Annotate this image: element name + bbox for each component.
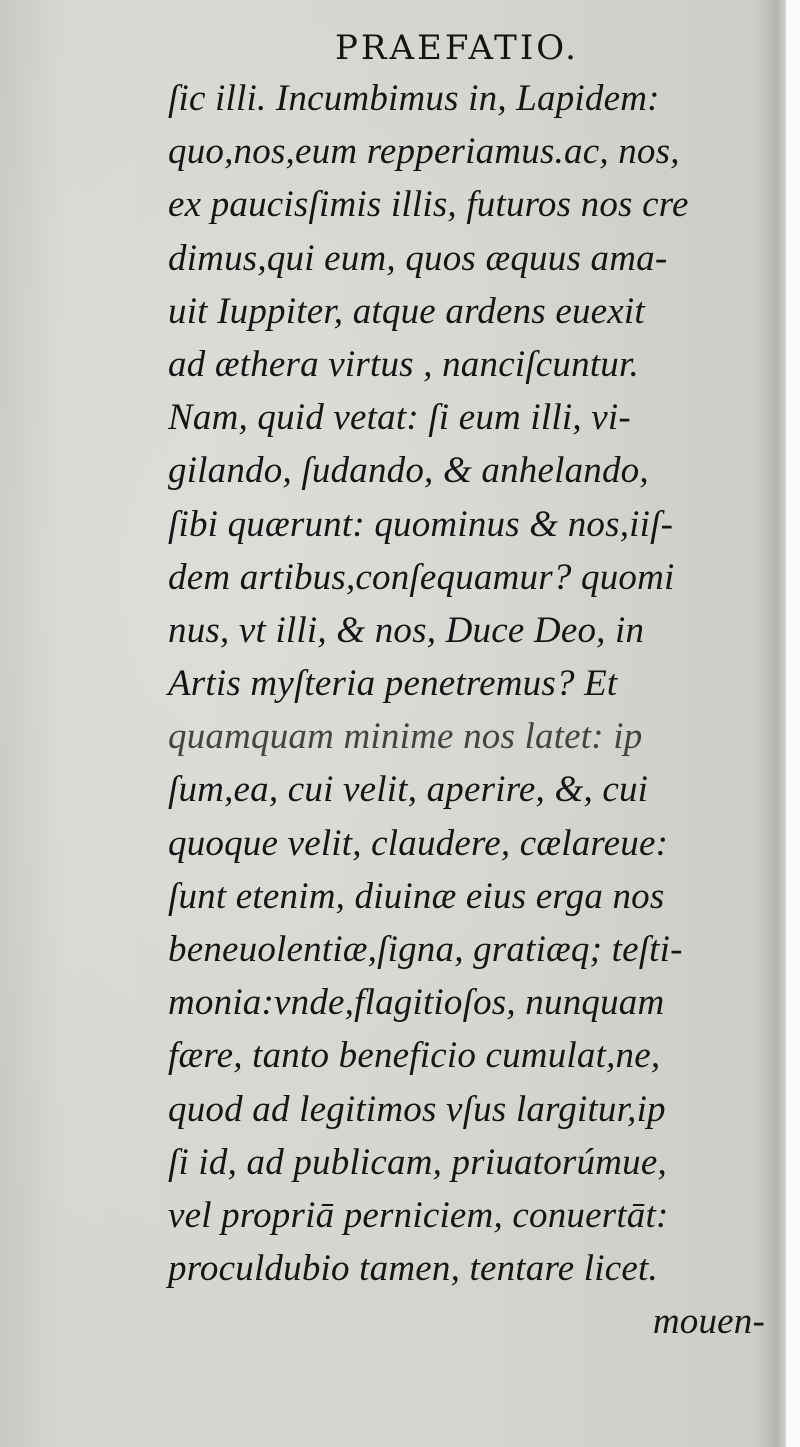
text-line: gilando, ſudando, & anhelando, — [168, 450, 649, 492]
text-line: quamquam minime nos latet: ip — [168, 716, 643, 758]
text-line: quo,nos,eum repperiamus.ac, nos, — [168, 131, 680, 173]
catchword: mouen- — [652, 1301, 765, 1343]
text-line: quoque velit, claudere, cælareue: — [168, 822, 669, 864]
body-text — [168, 72, 773, 1349]
page-right-margin — [786, 0, 800, 1447]
text-line: uit Iuppiter, atque ardens euexit — [168, 290, 645, 332]
text-line: beneuolentiæ,ſigna, gratiæq; teſti- — [168, 929, 683, 970]
text-line: quod ad legitimos vſus largitur,ip — [168, 1088, 666, 1130]
text-line: fære, tanto beneficio cumulat,ne, — [168, 1035, 661, 1077]
text-line: nus, vt illi, & nos, Duce Deo, in — [168, 609, 645, 651]
text-line: ad æthera virtus , nanciſcuntur. — [168, 343, 639, 385]
text-line: Artis myſteria penetremus? Et — [168, 663, 618, 705]
text-line: monia:vnde,flagitioſos, nunquam — [168, 982, 665, 1024]
text-line: proculdubio tamen, tentare licet. — [168, 1248, 658, 1290]
text-line: ex paucisſimis illis, futuros nos cre — [168, 184, 689, 226]
text-line: ſi id, ad publicam, priuatorúmue, — [168, 1141, 667, 1183]
text-line: ſum,ea, cui velit, aperire, &, cui — [168, 769, 649, 811]
running-header: PRAEFATIO. — [335, 28, 579, 68]
text-line: dem artibus,conſequamur? quomi — [168, 556, 675, 598]
text-line: vel propriā perniciem, conuertāt: — [168, 1194, 669, 1236]
text-line: ſibi quærunt: quominus & nos,iiſ- — [168, 503, 674, 545]
text-line: Nam, quid vetat: ſi eum illi, vi- — [168, 397, 631, 439]
text-line: dimus,qui eum, quos æquus ama- — [168, 237, 668, 279]
text-line: ſic illi. Incumbimus in, Lapidem: — [168, 78, 660, 119]
text-line: ſunt etenim, diuinæ eius erga nos — [168, 875, 665, 917]
